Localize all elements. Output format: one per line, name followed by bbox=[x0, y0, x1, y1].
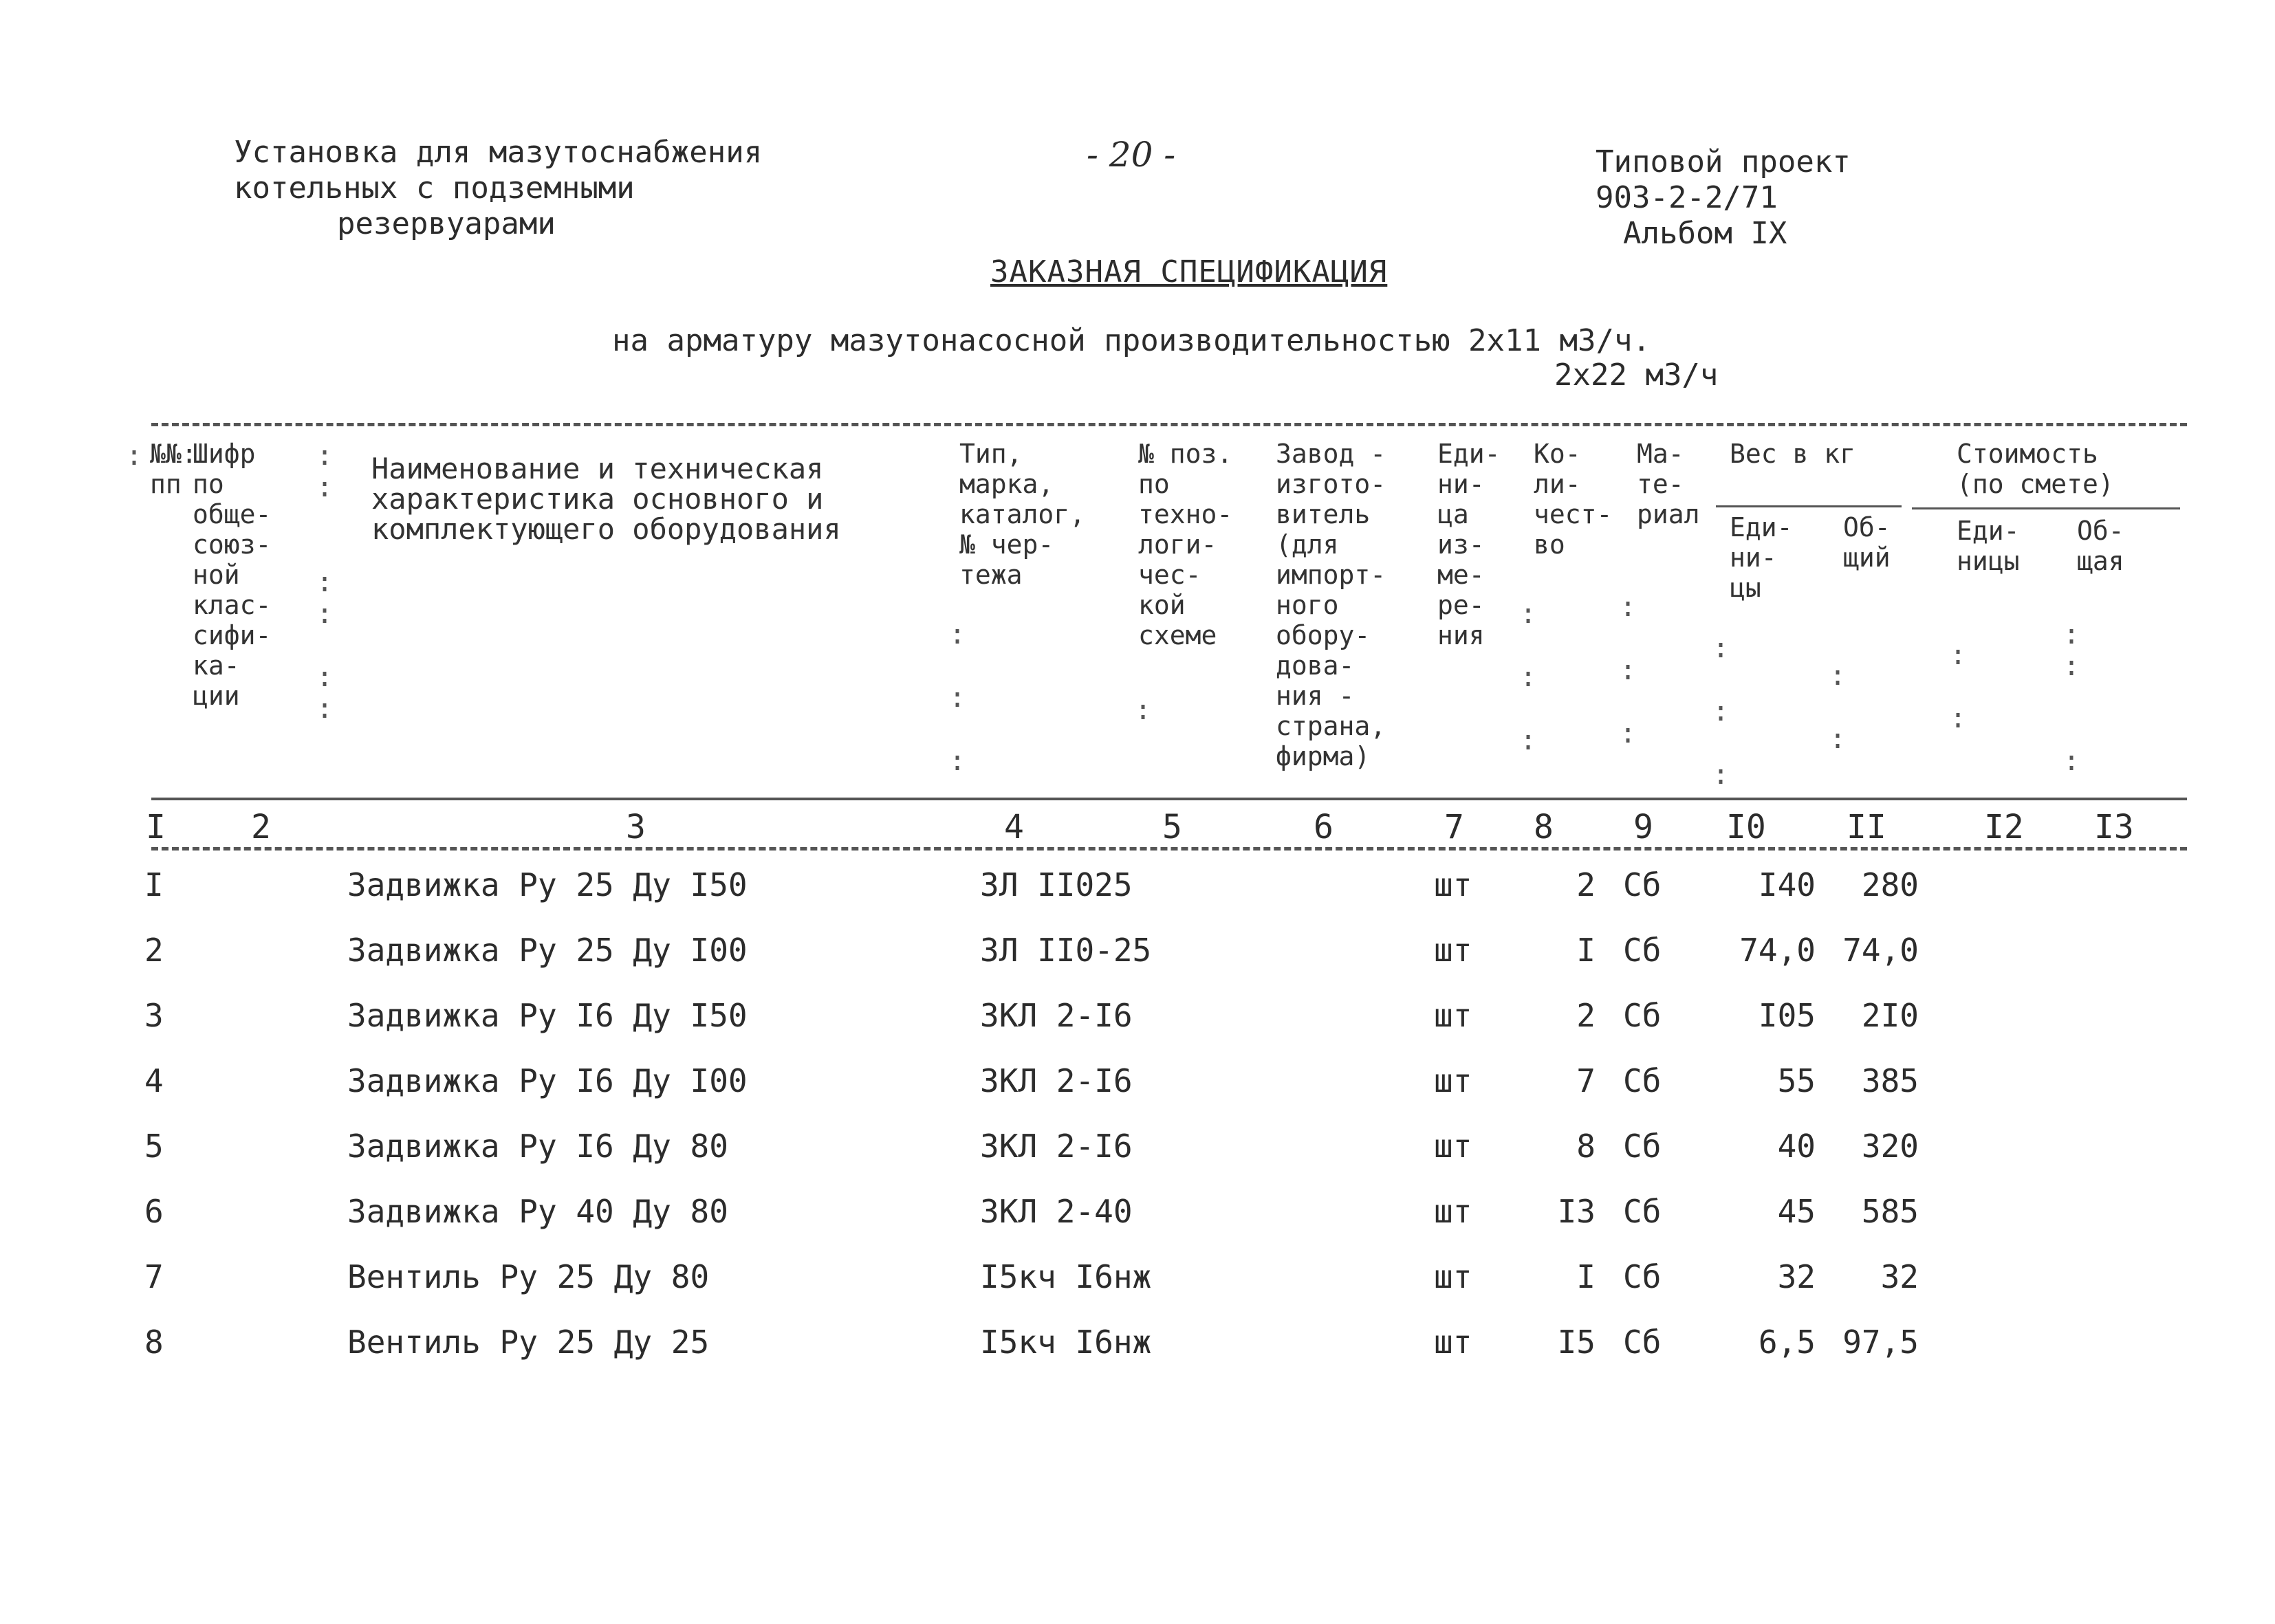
item-material: Сб bbox=[1623, 1128, 1662, 1165]
table-row bbox=[0, 1062, 2275, 1124]
column-number: I2 bbox=[1984, 808, 2024, 846]
column-number: 6 bbox=[1314, 808, 1334, 846]
project-line-3: резервуарами bbox=[337, 206, 556, 241]
item-material: Сб bbox=[1623, 1324, 1662, 1361]
header-position: № поз. по техно- логи- чес- кой схеме bbox=[1138, 439, 1233, 650]
item-type: ЗЛ II025 bbox=[980, 866, 1133, 903]
header-weight-unit: Еди- ни- цы bbox=[1730, 512, 1793, 603]
header-classification-code: Шифр по обще- союз- ной клас- сифи- ка- ции bbox=[193, 439, 272, 711]
table-row bbox=[0, 997, 2275, 1059]
item-material: Сб bbox=[1623, 1258, 1662, 1295]
item-weight-unit: 32 bbox=[1777, 1258, 1816, 1295]
table-row bbox=[0, 1128, 2275, 1189]
item-weight-total: 97,5 bbox=[1842, 1324, 1919, 1361]
col-separator: : bbox=[1135, 694, 1152, 726]
column-number: II bbox=[1847, 808, 1886, 846]
col-separator: : bbox=[126, 440, 143, 472]
item-weight-unit: 40 bbox=[1777, 1128, 1816, 1165]
item-weight-unit: 55 bbox=[1777, 1062, 1816, 1099]
item-material: Сб bbox=[1623, 932, 1662, 969]
header-cost-total: Об- щая bbox=[2077, 516, 2124, 576]
column-number: 5 bbox=[1162, 808, 1182, 846]
col-separator: : : : bbox=[949, 619, 966, 777]
column-number: 9 bbox=[1633, 808, 1653, 846]
table-row bbox=[0, 1258, 2275, 1320]
item-name: Задвижка Ру I6 Ду I00 bbox=[347, 1062, 748, 1099]
col-separator: : : : bbox=[2063, 619, 2080, 777]
item-weight-total: 32 bbox=[1880, 1258, 1919, 1295]
item-weight-total: 585 bbox=[1861, 1193, 1919, 1230]
item-type: ЗКЛ 2-40 bbox=[980, 1193, 1133, 1230]
table-row bbox=[0, 1324, 2275, 1385]
header-type: Тип, марка, каталог, № чер- тежа bbox=[959, 439, 1086, 590]
col-separator: : : : : : : bbox=[316, 440, 334, 725]
column-number: I0 bbox=[1726, 808, 1766, 846]
item-quantity: I bbox=[1576, 1258, 1596, 1295]
item-name: Вентиль Ру 25 Ду 25 bbox=[347, 1324, 710, 1361]
item-unit: шт bbox=[1434, 866, 1472, 903]
header-cost-group: Стоимость (по смете) bbox=[1957, 439, 2114, 499]
col-separator: : : : bbox=[1712, 633, 1730, 791]
item-material: Сб bbox=[1623, 1193, 1662, 1230]
project-line-2: котельных с подземными bbox=[234, 171, 635, 206]
item-name: Задвижка Ру 25 Ду I00 bbox=[347, 932, 748, 969]
project-line-1: Установка для мазутоснабжения bbox=[234, 135, 763, 170]
item-unit: шт bbox=[1434, 1258, 1472, 1295]
item-name: Вентиль Ру 25 Ду 80 bbox=[347, 1258, 710, 1295]
page-number: - 20 - bbox=[1087, 135, 1176, 175]
item-type: ЗЛ II0-25 bbox=[980, 932, 1152, 969]
header-cost-unit: Еди- ницы bbox=[1957, 516, 2020, 576]
table-row bbox=[0, 1193, 2275, 1255]
item-type: I5кч I6нж bbox=[980, 1258, 1152, 1295]
column-number: 2 bbox=[251, 808, 271, 846]
weight-group-rule bbox=[1716, 505, 1902, 507]
item-unit: шт bbox=[1434, 997, 1472, 1034]
cost-group-rule bbox=[1912, 507, 2180, 509]
item-type: I5кч I6нж bbox=[980, 1324, 1152, 1361]
item-quantity: 7 bbox=[1576, 1062, 1596, 1099]
column-number: 3 bbox=[626, 808, 646, 846]
item-weight-total: 320 bbox=[1861, 1128, 1919, 1165]
document-subtitle-second-line: 2х22 м3/ч bbox=[1554, 358, 1719, 393]
row-number: 2 bbox=[144, 932, 164, 969]
item-weight-unit: I40 bbox=[1758, 866, 1816, 903]
item-type: ЗКЛ 2-I6 bbox=[980, 997, 1133, 1034]
col-separator: : : bbox=[1829, 660, 1847, 755]
row-number: 6 bbox=[144, 1193, 164, 1230]
item-weight-unit: 6,5 bbox=[1758, 1324, 1816, 1361]
item-unit: шт bbox=[1434, 1193, 1472, 1230]
item-weight-total: 74,0 bbox=[1842, 932, 1919, 969]
item-material: Сб bbox=[1623, 1062, 1662, 1099]
item-unit: шт bbox=[1434, 1062, 1472, 1099]
item-unit: шт bbox=[1434, 1128, 1472, 1165]
project-reference bbox=[1596, 144, 1851, 252]
item-unit: шт bbox=[1434, 932, 1472, 969]
item-weight-unit: I05 bbox=[1758, 997, 1816, 1034]
project-description bbox=[234, 135, 762, 242]
item-quantity: I bbox=[1576, 932, 1596, 969]
document-title: ЗАКАЗНАЯ СПЕЦИФИКАЦИЯ bbox=[990, 254, 1388, 289]
col-separator: : : : bbox=[1620, 591, 1637, 749]
column-number: 4 bbox=[1004, 808, 1024, 846]
row-number: 3 bbox=[144, 997, 164, 1034]
header-weight-group: Вес в кг bbox=[1730, 439, 1856, 469]
header-material: Ма- те- риал bbox=[1637, 439, 1700, 529]
item-quantity: I5 bbox=[1557, 1324, 1596, 1361]
row-number: 5 bbox=[144, 1128, 164, 1165]
item-quantity: 8 bbox=[1576, 1128, 1596, 1165]
col-separator: : : : bbox=[1520, 598, 1537, 756]
item-type: ЗКЛ 2-I6 bbox=[980, 1128, 1133, 1165]
row-number: 7 bbox=[144, 1258, 164, 1295]
item-name: Задвижка Ру 25 Ду I50 bbox=[347, 866, 748, 903]
column-number: I3 bbox=[2094, 808, 2134, 846]
header-weight-total: Об- щий bbox=[1843, 512, 1891, 573]
item-name: Задвижка Ру 40 Ду 80 bbox=[347, 1193, 728, 1230]
row-number: 4 bbox=[144, 1062, 164, 1099]
header-quantity: Ко- ли- чест- во bbox=[1534, 439, 1613, 560]
item-weight-unit: 74,0 bbox=[1739, 932, 1816, 969]
item-type: ЗКЛ 2-I6 bbox=[980, 1062, 1133, 1099]
item-unit: шт bbox=[1434, 1324, 1472, 1361]
col-separator: : : bbox=[1950, 639, 1967, 734]
item-material: Сб bbox=[1623, 866, 1662, 903]
header-bottom-rule bbox=[151, 798, 2187, 800]
project-code: 903-2-2/71 bbox=[1596, 180, 1778, 215]
header-manufacturer: Завод - изгото- витель (для импорт- ного обору- дова- ния - страна, фирма) bbox=[1276, 439, 1386, 771]
header-name: Наименование и техническая характеристика основного и комплектующего оборудования bbox=[371, 452, 841, 546]
item-quantity: I3 bbox=[1557, 1193, 1596, 1230]
item-weight-total: 385 bbox=[1861, 1062, 1919, 1099]
column-number: I bbox=[146, 808, 166, 846]
document-subtitle: на арматуру мазутонасосной производительностью 2х11 м3/ч. bbox=[612, 323, 1651, 358]
item-quantity: 2 bbox=[1576, 997, 1596, 1034]
album-number: Альбом IX bbox=[1623, 216, 1787, 251]
item-name: Задвижка Ру I6 Ду 80 bbox=[347, 1128, 728, 1165]
item-material: Сб bbox=[1623, 997, 1662, 1034]
item-weight-total: 280 bbox=[1861, 866, 1919, 903]
row-number: I bbox=[144, 866, 164, 903]
column-number-rule bbox=[151, 847, 2187, 851]
item-name: Задвижка Ру I6 Ду I50 bbox=[347, 997, 748, 1034]
row-number: 8 bbox=[144, 1324, 164, 1361]
column-number: 8 bbox=[1534, 808, 1554, 846]
header-unit: Еди- ни- ца из- ме- ре- ния bbox=[1437, 439, 1501, 650]
item-weight-unit: 45 bbox=[1777, 1193, 1816, 1230]
project-type: Типовой проект bbox=[1596, 144, 1851, 179]
table-row bbox=[0, 866, 2275, 928]
item-weight-total: 2I0 bbox=[1861, 997, 1919, 1034]
table-top-rule bbox=[151, 423, 2187, 426]
header-row-number: №№: пп bbox=[150, 439, 197, 499]
item-quantity: 2 bbox=[1576, 866, 1596, 903]
column-number: 7 bbox=[1444, 808, 1464, 846]
table-row bbox=[0, 932, 2275, 994]
